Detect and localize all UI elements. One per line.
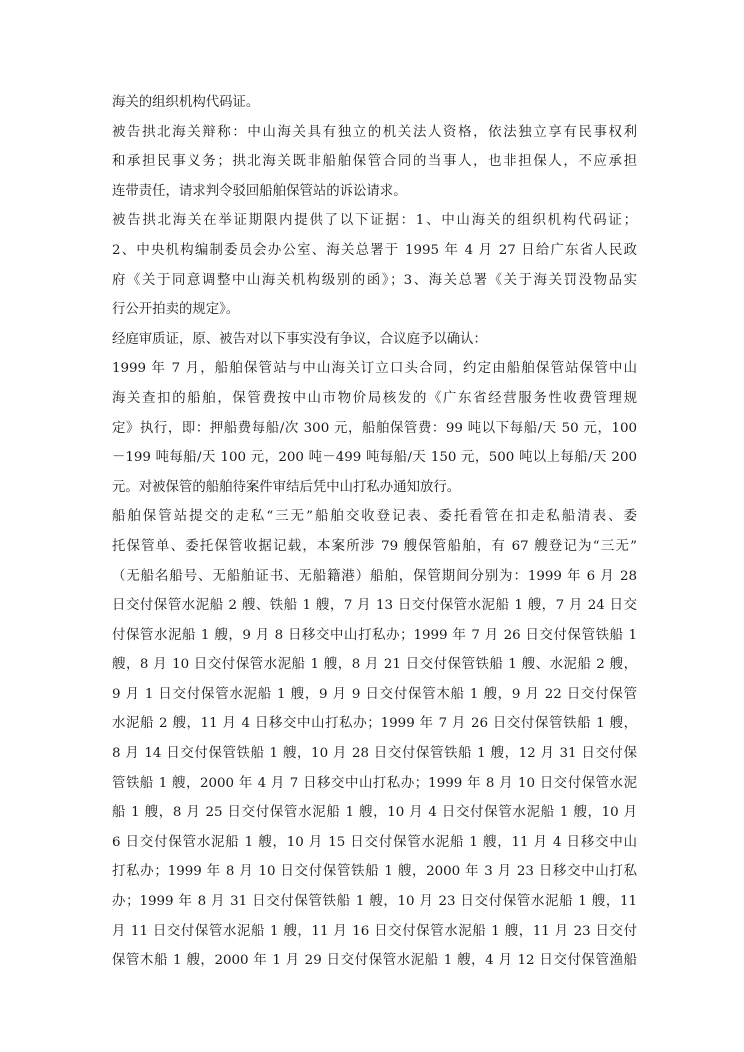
document-body bbox=[112, 88, 637, 976]
text-line: 和承担民事义务；拱北海关既非船舶保管合同的当事人，也非担保人，不应承担 bbox=[112, 154, 637, 170]
text-line: 付保管水泥船 1 艘，9 月 8 日移交中山打私办；1999 年 7 月 26 日交付保管铁船 1 bbox=[112, 627, 637, 643]
text-line: 行公开拍卖的规定》。 bbox=[112, 302, 240, 318]
text-line: 8 月 14 日交付保管铁船 1 艘，10 月 28 日交付保管铁船 1 艘，12 月 31 日交付保 bbox=[112, 746, 637, 762]
text-line: 经庭审质证，原、被告对以下事实没有争议，合议庭予以确认： bbox=[112, 331, 487, 347]
text-line: 保管木船 1 艘，2000 年 1 月 29 日交付保管水泥船 1 艘，4 月 12 日交付保管渔船 bbox=[112, 953, 637, 969]
text-line: －199 吨每船/天 100 元，200 吨－499 吨每船/天 150 元，500 吨以上每船/天 200 bbox=[112, 450, 637, 466]
text-line: 元。对被保管的船舶待案件审结后凭中山打私办通知放行。 bbox=[112, 479, 461, 495]
text-line: 托保管单、委托保管收据记载，本案所涉 79 艘保管船舶，有 67 艘登记为“三无” bbox=[112, 538, 637, 554]
text-line: 日交付保管水泥船 2 艘、铁船 1 艘，7 月 13 日交付保管水泥船 1 艘，7 月 24 日交 bbox=[112, 598, 637, 614]
text-line: （无船名船号、无船舶证书、无船籍港）船舶，保管期间分别为：1999 年 6 月 28 bbox=[112, 568, 637, 584]
text-line: 船 1 艘，8 月 25 日交付保管水泥船 1 艘，10 月 4 日交付保管水泥船 1 艘，10 月 bbox=[112, 805, 637, 821]
text-line: 海关的组织机构代码证。 bbox=[112, 95, 260, 110]
text-line: 定》执行，即：押船费每船/次 300 元，船舶保管费：99 吨以下每船/天 50 元，100 bbox=[112, 420, 637, 436]
text-line: 府《关于同意调整中山海关机构级别的函》；3、海关总署《关于海关罚没物品实 bbox=[112, 272, 637, 288]
text-line: 海关查扣的船舶，保管费按中山市物价局核发的《广东省经营服务性收费管理规 bbox=[112, 390, 637, 406]
text-line: 船舶保管站提交的走私“三无”船舶交收登记表、委托看管在扣走私船清表、委 bbox=[112, 509, 637, 525]
text-line: 办；1999 年 8 月 31 日交付保管铁船 1 艘，10 月 23 日交付保管水泥船 1 艘，11 bbox=[112, 894, 637, 910]
text-line: 月 11 日交付保管水泥船 1 艘，11 月 16 日交付保管水泥船 1 艘，11 月 23 日交付 bbox=[112, 923, 637, 939]
text-line: 打私办；1999 年 8 月 10 日交付保管铁船 1 艘，2000 年 3 月 23 日移交中山打私 bbox=[112, 864, 637, 880]
text-line: 2、中央机构编制委员会办公室、海关总署于 1995 年 4 月 27 日给广东省人民政 bbox=[112, 242, 637, 258]
text-line: 艘，8 月 10 日交付保管水泥船 1 艘，8 月 21 日交付保管铁船 1 艘、水泥船 2 艘， bbox=[112, 657, 637, 673]
text-line: 水泥船 2 艘，11 月 4 日移交中山打私办；1999 年 7 月 26 日交付保管铁船 1 艘， bbox=[112, 716, 637, 732]
text-line: 连带责任，请求判令驳回船舶保管站的诉讼请求。 bbox=[112, 183, 407, 199]
text-line: 被告拱北海关辩称：中山海关具有独立的机关法人资格，依法独立享有民事权利 bbox=[112, 124, 637, 140]
text-line: 管铁船 1 艘，2000 年 4 月 7 日移交中山打私办；1999 年 8 月 10 日交付保管水泥 bbox=[112, 775, 637, 791]
text-line: 被告拱北海关在举证期限内提供了以下证据：1、中山海关的组织机构代码证； bbox=[112, 213, 637, 229]
text-line: 1999 年 7 月，船舶保管站与中山海关订立口头合同，约定由船舶保管站保管中山 bbox=[112, 361, 637, 377]
text-line: 6 日交付保管水泥船 1 艘，10 月 15 日交付保管水泥船 1 艘，11 月 4 日移交中山 bbox=[112, 834, 637, 850]
text-line: 9 月 1 日交付保管水泥船 1 艘，9 月 9 日交付保管木船 1 艘，9 月 22 日交付保管 bbox=[112, 686, 637, 702]
